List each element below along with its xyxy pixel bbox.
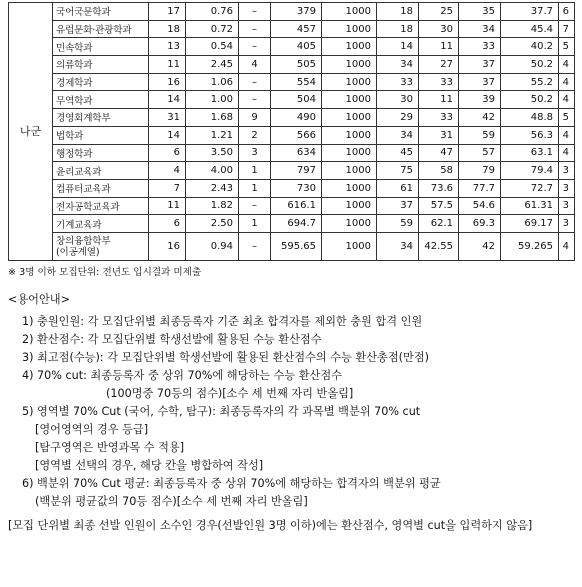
footnote: ※ 3명 이하 모집단위: 전년도 입시결과 미제출 bbox=[8, 267, 202, 278]
value-cell: 3 bbox=[559, 215, 575, 233]
value-cell: 2.45 bbox=[186, 56, 239, 74]
value-cell: 18 bbox=[149, 20, 186, 38]
value-cell: 1000 bbox=[322, 56, 377, 74]
value-cell: 1000 bbox=[322, 162, 377, 180]
glossary-item: 6) 백분위 70% Cut 평균: 최종등록자 중 상위 70%에 해당하는 합격자의 백분위 평균 bbox=[22, 477, 441, 490]
value-cell: 37 bbox=[459, 56, 501, 74]
value-cell: 504 bbox=[271, 91, 322, 109]
table-row bbox=[9, 38, 575, 56]
value-cell: 505 bbox=[271, 56, 322, 74]
value-cell: 1 bbox=[239, 215, 271, 233]
value-cell: 1000 bbox=[322, 109, 377, 127]
value-cell: 45 bbox=[377, 144, 419, 162]
value-cell: 69.17 bbox=[501, 215, 559, 233]
value-cell: 61 bbox=[377, 179, 419, 197]
table-row bbox=[9, 109, 575, 127]
value-cell: 33 bbox=[459, 38, 501, 56]
value-cell: – bbox=[239, 73, 271, 91]
value-cell: 34 bbox=[377, 56, 419, 74]
glossary-final-note: [모집 단위별 최종 선발 인원이 소수인 경우(선발인원 3명 이하)에는 환산점수, 영역별 cut을 입력하지 않음] bbox=[8, 519, 533, 532]
value-cell: 31 bbox=[149, 109, 186, 127]
glossary-subnote: (백분위 평균값의 70등 점수)[소수 세 번째 자리 반올림] bbox=[35, 495, 308, 508]
value-cell: 0.72 bbox=[186, 20, 239, 38]
value-cell: 566 bbox=[271, 126, 322, 144]
value-cell: 33 bbox=[419, 73, 459, 91]
value-cell: 1000 bbox=[322, 38, 377, 56]
value-cell: 14 bbox=[377, 38, 419, 56]
value-cell: 59.265 bbox=[501, 232, 559, 260]
value-cell: 61.31 bbox=[501, 197, 559, 215]
glossary-subnote: [영역별 선택의 경우, 해당 칸을 병합하여 작성] bbox=[35, 459, 264, 472]
value-cell: – bbox=[239, 20, 271, 38]
table-row bbox=[9, 20, 575, 38]
value-cell: 34 bbox=[377, 126, 419, 144]
value-cell: 4 bbox=[239, 56, 271, 74]
value-cell: 634 bbox=[271, 144, 322, 162]
value-cell: 11 bbox=[149, 197, 186, 215]
value-cell: 595.65 bbox=[271, 232, 322, 260]
value-cell: 5 bbox=[559, 38, 575, 56]
value-cell: 25 bbox=[419, 3, 459, 21]
dept-name-cell: 유럽문화·관광학과 bbox=[53, 20, 149, 38]
value-cell: 1000 bbox=[322, 91, 377, 109]
value-cell: 1 bbox=[239, 162, 271, 180]
value-cell: 1.82 bbox=[186, 197, 239, 215]
value-cell: 30 bbox=[419, 20, 459, 38]
value-cell: 3 bbox=[239, 144, 271, 162]
value-cell: 3 bbox=[559, 197, 575, 215]
value-cell: 1000 bbox=[322, 3, 377, 21]
value-cell: 0.76 bbox=[186, 3, 239, 21]
value-cell: 63.1 bbox=[501, 144, 559, 162]
dept-name-cell: 국어국문학과 bbox=[53, 3, 149, 21]
table-row bbox=[9, 232, 575, 260]
value-cell: 54.6 bbox=[459, 197, 501, 215]
value-cell: 33 bbox=[419, 109, 459, 127]
glossary-subnote: [영어영역의 경우 등급] bbox=[35, 423, 149, 436]
glossary-item: 5) 영역별 70% Cut (국어, 수학, 탐구): 최종등록자의 각 과목별 백분위 70% cut bbox=[22, 405, 421, 418]
dept-name-cell: 무역학과 bbox=[53, 91, 149, 109]
value-cell: 616.1 bbox=[271, 197, 322, 215]
value-cell: 14 bbox=[149, 126, 186, 144]
dept-name-cell: 행정학과 bbox=[53, 144, 149, 162]
value-cell: 3 bbox=[559, 179, 575, 197]
value-cell: 4 bbox=[559, 126, 575, 144]
value-cell: 7 bbox=[149, 179, 186, 197]
value-cell: 16 bbox=[149, 232, 186, 260]
value-cell: 69.3 bbox=[459, 215, 501, 233]
value-cell: 73.6 bbox=[419, 179, 459, 197]
value-cell: 0.94 bbox=[186, 232, 239, 260]
value-cell: 1.00 bbox=[186, 91, 239, 109]
value-cell: 0.54 bbox=[186, 38, 239, 56]
table-row bbox=[9, 91, 575, 109]
value-cell: 30 bbox=[377, 91, 419, 109]
glossary-item: 2) 환산점수: 각 모집단위별 학생선발에 활용된 수능 환산점수 bbox=[22, 333, 322, 346]
value-cell: 17 bbox=[149, 3, 186, 21]
value-cell: 40.2 bbox=[501, 38, 559, 56]
value-cell: 14 bbox=[149, 91, 186, 109]
value-cell: 29 bbox=[377, 109, 419, 127]
value-cell: 57.5 bbox=[419, 197, 459, 215]
group-label: 나군 bbox=[9, 3, 53, 261]
value-cell: 77.7 bbox=[459, 179, 501, 197]
value-cell: 59 bbox=[377, 215, 419, 233]
table-row bbox=[9, 56, 575, 74]
value-cell: 1000 bbox=[322, 73, 377, 91]
value-cell: 4 bbox=[559, 91, 575, 109]
value-cell: 1000 bbox=[322, 144, 377, 162]
glossary-subnote: [탐구영역은 반영과목 수 적용] bbox=[35, 441, 185, 454]
value-cell: – bbox=[239, 3, 271, 21]
dept-name-cell: 컴퓨터교육과 bbox=[53, 179, 149, 197]
dept-name-cell: 법학과 bbox=[53, 126, 149, 144]
value-cell: 1000 bbox=[322, 197, 377, 215]
dept-name-cell: 기계교육과 bbox=[53, 215, 149, 233]
dept-name-cell: 민속학과 bbox=[53, 38, 149, 56]
value-cell: 35 bbox=[459, 3, 501, 21]
value-cell: 5 bbox=[559, 109, 575, 127]
glossary-section bbox=[8, 293, 576, 537]
value-cell: 1000 bbox=[322, 20, 377, 38]
dept-name-cell: 윤리교육과 bbox=[53, 162, 149, 180]
value-cell: 42 bbox=[459, 232, 501, 260]
value-cell: 4 bbox=[149, 162, 186, 180]
table-row bbox=[9, 3, 575, 21]
glossary-subnote: (100명중 70등의 점수)[소수 세 번째 자리 반올림] bbox=[106, 387, 354, 400]
value-cell: – bbox=[239, 38, 271, 56]
dept-name-cell: 의류학과 bbox=[53, 56, 149, 74]
value-cell: 39 bbox=[459, 91, 501, 109]
glossary-item: 4) 70% cut: 최종등록자 중 상위 70%에 해당하는 수능 환산점수 bbox=[22, 369, 342, 382]
value-cell: 31 bbox=[419, 126, 459, 144]
value-cell: 1000 bbox=[322, 179, 377, 197]
value-cell: 57 bbox=[459, 144, 501, 162]
value-cell: 79 bbox=[459, 162, 501, 180]
value-cell: 6 bbox=[149, 144, 186, 162]
value-cell: 18 bbox=[377, 20, 419, 38]
value-cell: 59 bbox=[459, 126, 501, 144]
glossary-title: <용어안내> bbox=[8, 293, 70, 306]
value-cell: 58 bbox=[419, 162, 459, 180]
value-cell: 4 bbox=[559, 73, 575, 91]
value-cell: 11 bbox=[149, 56, 186, 74]
value-cell: 1.21 bbox=[186, 126, 239, 144]
value-cell: 6 bbox=[559, 3, 575, 21]
value-cell: 79.4 bbox=[501, 162, 559, 180]
value-cell: 2.43 bbox=[186, 179, 239, 197]
value-cell: 4 bbox=[559, 232, 575, 260]
value-cell: 1.06 bbox=[186, 73, 239, 91]
value-cell: 457 bbox=[271, 20, 322, 38]
value-cell: 730 bbox=[271, 179, 322, 197]
value-cell: 75 bbox=[377, 162, 419, 180]
value-cell: 18 bbox=[377, 3, 419, 21]
value-cell: 37 bbox=[377, 197, 419, 215]
value-cell: 34 bbox=[459, 20, 501, 38]
value-cell: – bbox=[239, 197, 271, 215]
value-cell: 1000 bbox=[322, 232, 377, 260]
value-cell: 34 bbox=[377, 232, 419, 260]
value-cell: 62.1 bbox=[419, 215, 459, 233]
value-cell: 50.2 bbox=[501, 91, 559, 109]
value-cell: 554 bbox=[271, 73, 322, 91]
dept-name-cell: 창의융합학부 (이공계열) bbox=[53, 232, 149, 260]
value-cell: 48.8 bbox=[501, 109, 559, 127]
value-cell: 42.55 bbox=[419, 232, 459, 260]
value-cell: 797 bbox=[271, 162, 322, 180]
value-cell: 2 bbox=[239, 126, 271, 144]
value-cell: – bbox=[239, 232, 271, 260]
value-cell: 50.2 bbox=[501, 56, 559, 74]
value-cell: 379 bbox=[271, 3, 322, 21]
value-cell: 11 bbox=[419, 38, 459, 56]
value-cell: 11 bbox=[419, 91, 459, 109]
value-cell: 4 bbox=[559, 144, 575, 162]
value-cell: 405 bbox=[271, 38, 322, 56]
value-cell: 1000 bbox=[322, 215, 377, 233]
value-cell: 4 bbox=[559, 56, 575, 74]
value-cell: 72.7 bbox=[501, 179, 559, 197]
admission-results-table bbox=[8, 2, 575, 261]
table-row bbox=[9, 162, 575, 180]
value-cell: 47 bbox=[419, 144, 459, 162]
value-cell: 27 bbox=[419, 56, 459, 74]
dept-name-cell: 경제학과 bbox=[53, 73, 149, 91]
value-cell: 490 bbox=[271, 109, 322, 127]
value-cell: 6 bbox=[149, 215, 186, 233]
value-cell: 3.50 bbox=[186, 144, 239, 162]
dept-name-cell: 전자공학교육과 bbox=[53, 197, 149, 215]
value-cell: 1.68 bbox=[186, 109, 239, 127]
value-cell: 694.7 bbox=[271, 215, 322, 233]
value-cell: – bbox=[239, 91, 271, 109]
glossary-item: 3) 최고점(수능): 각 모집단위별 학생선발에 활용된 환산점수의 수능 환산총점(만점) bbox=[22, 351, 429, 364]
table-row bbox=[9, 215, 575, 233]
table-row bbox=[9, 126, 575, 144]
value-cell: 1000 bbox=[322, 126, 377, 144]
value-cell: 2.50 bbox=[186, 215, 239, 233]
value-cell: 37.7 bbox=[501, 3, 559, 21]
value-cell: 42 bbox=[459, 109, 501, 127]
value-cell: 56.3 bbox=[501, 126, 559, 144]
value-cell: 13 bbox=[149, 38, 186, 56]
value-cell: 1 bbox=[239, 179, 271, 197]
value-cell: 16 bbox=[149, 73, 186, 91]
table-row bbox=[9, 197, 575, 215]
value-cell: 55.2 bbox=[501, 73, 559, 91]
value-cell: 7 bbox=[559, 20, 575, 38]
value-cell: 4.00 bbox=[186, 162, 239, 180]
value-cell: 9 bbox=[239, 109, 271, 127]
value-cell: 33 bbox=[377, 73, 419, 91]
table-row bbox=[9, 73, 575, 91]
dept-name-cell: 경영회계학부 bbox=[53, 109, 149, 127]
table-row bbox=[9, 144, 575, 162]
value-cell: 3 bbox=[559, 162, 575, 180]
value-cell: 37 bbox=[459, 73, 501, 91]
glossary-item: 1) 충원인원: 각 모집단위별 최종등록자 기준 최초 합격자를 제외한 충원 합격 인원 bbox=[22, 315, 423, 328]
value-cell: 45.4 bbox=[501, 20, 559, 38]
table-row bbox=[9, 179, 575, 197]
